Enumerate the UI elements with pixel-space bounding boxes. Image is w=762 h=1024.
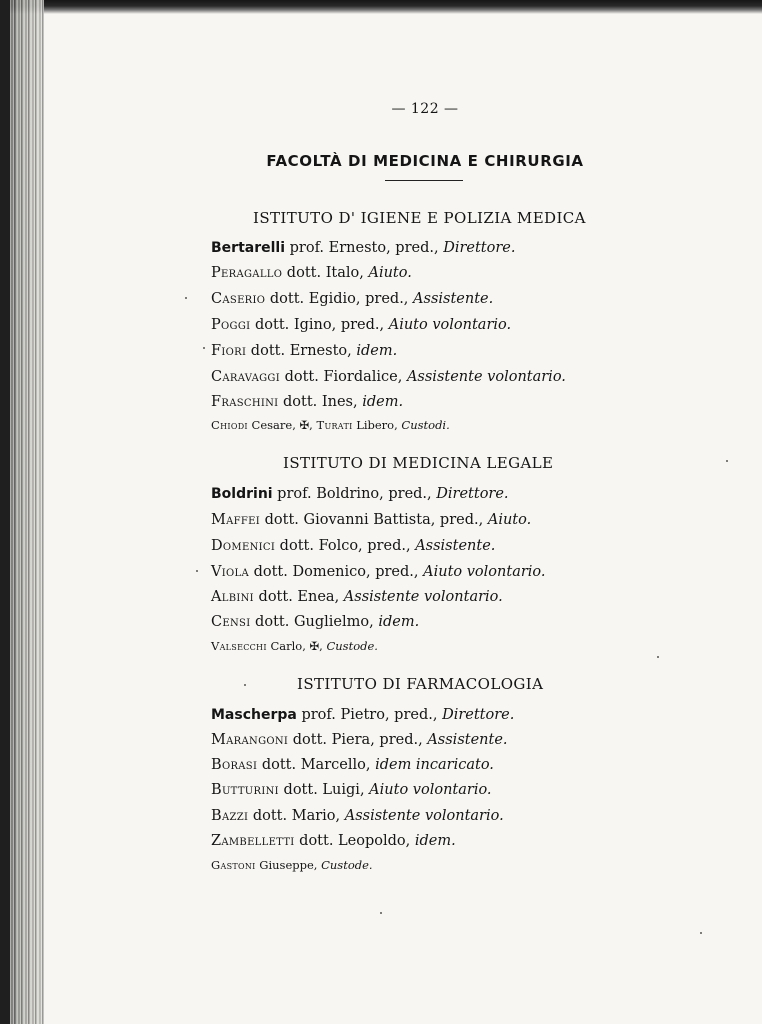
staff-surname: Poggi: [211, 317, 251, 333]
staff-details: dott. Domenico, pred.,: [248, 564, 424, 580]
staff-entry: [211, 395, 403, 410]
custodian-details: Libero,: [352, 418, 402, 432]
scan-speck: [726, 460, 728, 462]
staff-details: dott. Guglielmo,: [250, 614, 379, 630]
staff-details: prof. Ernesto, pred.,: [285, 240, 444, 256]
staff-surname: Caserio: [211, 291, 266, 307]
scan-speck: [196, 570, 198, 572]
custodian-role: Custodi.: [401, 418, 450, 432]
custodian-entry: [211, 860, 373, 872]
scan-speck: [700, 932, 702, 934]
staff-surname: Viola: [211, 564, 249, 580]
staff-role: idem incaricato.: [375, 757, 494, 773]
staff-entry: [211, 241, 515, 256]
section-heading-igiene: ISTITUTO D' IGIENE E POLIZIA MEDICA: [253, 209, 586, 227]
staff-role: Assistente.: [427, 732, 508, 748]
staff-details: dott. Marcello,: [257, 757, 376, 773]
staff-role: Assistente.: [413, 291, 494, 307]
staff-entry: [211, 292, 493, 307]
staff-surname: Fraschini: [211, 394, 279, 410]
scan-speck: [244, 684, 246, 686]
staff-entry: [211, 758, 494, 773]
staff-surname: Fiori: [211, 343, 247, 359]
staff-entry: [211, 809, 504, 824]
staff-role: idem.: [414, 833, 456, 849]
custodian-surname: Gastoni: [211, 858, 256, 872]
staff-details: prof. Pietro, pred.,: [296, 707, 443, 723]
custodian-details: Cesare, ✠,: [247, 418, 317, 432]
staff-entry: [211, 783, 492, 798]
staff-surname: Butturini: [211, 782, 279, 798]
staff-entry: [211, 487, 509, 502]
staff-entry: [211, 590, 503, 605]
staff-entry: [211, 539, 495, 554]
staff-details: dott. Igino, pred.,: [250, 317, 389, 333]
staff-surname: Albini: [211, 589, 254, 605]
title-underline: [385, 180, 463, 181]
staff-entry: [211, 344, 397, 359]
staff-surname: Maffei: [211, 512, 260, 528]
staff-details: dott. Mario,: [248, 808, 345, 824]
staff-surname: Zambelletti: [211, 833, 295, 849]
staff-details: dott. Folco, pred.,: [275, 538, 416, 554]
staff-surname: Caravaggi: [211, 369, 280, 385]
section-heading-medicina-legale: ISTITUTO DI MEDICINA LEGALE: [283, 454, 554, 472]
custodian-details: Carlo, ✠,: [266, 639, 327, 653]
staff-surname: Borasi: [211, 757, 258, 773]
staff-role: Assistente volontario.: [343, 589, 503, 605]
faculty-title: FACOLTÀ DI MEDICINA E CHIRURGIA: [266, 152, 584, 170]
staff-surname: Domenici: [211, 538, 276, 554]
staff-role: Assistente volontario.: [344, 808, 504, 824]
staff-role: Aiuto volontario.: [388, 317, 512, 333]
staff-details: dott. Fiordalice,: [279, 369, 407, 385]
staff-role: Assistente volontario.: [406, 369, 566, 385]
scan-speck: [380, 912, 382, 914]
staff-details: dott. Italo,: [282, 265, 369, 281]
scan-speck: [185, 297, 187, 299]
staff-surname: Peragallo: [211, 265, 283, 281]
scan-speck: [657, 656, 659, 658]
custodian-surname: Chiodi: [211, 418, 248, 432]
staff-role: Aiuto.: [487, 512, 532, 528]
staff-entry: [211, 266, 412, 281]
staff-details: dott. Piera, pred.,: [288, 732, 428, 748]
staff-details: dott. Enea,: [253, 589, 344, 605]
staff-entry: [211, 708, 514, 723]
book-binding-shadow: [0, 0, 10, 1024]
staff-surname: Mascherpa: [211, 707, 297, 723]
staff-surname: Bazzi: [211, 808, 249, 824]
staff-role: Direttore.: [442, 707, 515, 723]
staff-details: dott. Ines,: [278, 394, 363, 410]
staff-entry: [211, 615, 419, 630]
staff-role: Direttore.: [436, 486, 509, 502]
custodian-entry: [211, 641, 378, 653]
staff-entry: [211, 733, 508, 748]
staff-entry: [211, 513, 531, 528]
staff-details: dott. Leopoldo,: [294, 833, 415, 849]
scan-speck: [203, 347, 205, 349]
staff-role: idem.: [378, 614, 420, 630]
staff-surname: Censi: [211, 614, 251, 630]
staff-role: Aiuto volontario.: [369, 782, 492, 798]
staff-details: dott. Egidio, pred.,: [265, 291, 414, 307]
section-heading-farmacologia: ISTITUTO DI FARMACOLOGIA: [297, 675, 544, 693]
staff-surname: Marangoni: [211, 732, 289, 748]
staff-entry: [211, 565, 546, 580]
staff-role: Assistente.: [415, 538, 496, 554]
custodian-details: Giuseppe,: [255, 858, 322, 872]
custodian-role: Custode.: [321, 858, 373, 872]
staff-entry: [211, 834, 456, 849]
page-number: — 122 —: [391, 101, 459, 117]
staff-role: Direttore.: [443, 240, 516, 256]
staff-entry: [211, 370, 566, 385]
custodian-entry: [211, 420, 450, 432]
staff-details: dott. Giovanni Battista, pred.,: [260, 512, 488, 528]
staff-details: dott. Ernesto,: [246, 343, 357, 359]
staff-role: idem.: [356, 343, 398, 359]
custodian-role: Custode.: [326, 639, 378, 653]
staff-surname: Bertarelli: [211, 240, 286, 256]
staff-role: Aiuto volontario.: [423, 564, 546, 580]
custodian-surname: Valsecchi: [211, 639, 267, 653]
scan-top-edge: [0, 0, 762, 14]
staff-surname: Boldrini: [211, 486, 273, 502]
custodian-surname: Turati: [316, 418, 353, 432]
staff-entry: [211, 318, 511, 333]
staff-details: dott. Luigi,: [278, 782, 370, 798]
staff-role: Aiuto.: [368, 265, 412, 281]
staff-details: prof. Boldrino, pred.,: [272, 486, 437, 502]
staff-role: idem.: [362, 394, 404, 410]
